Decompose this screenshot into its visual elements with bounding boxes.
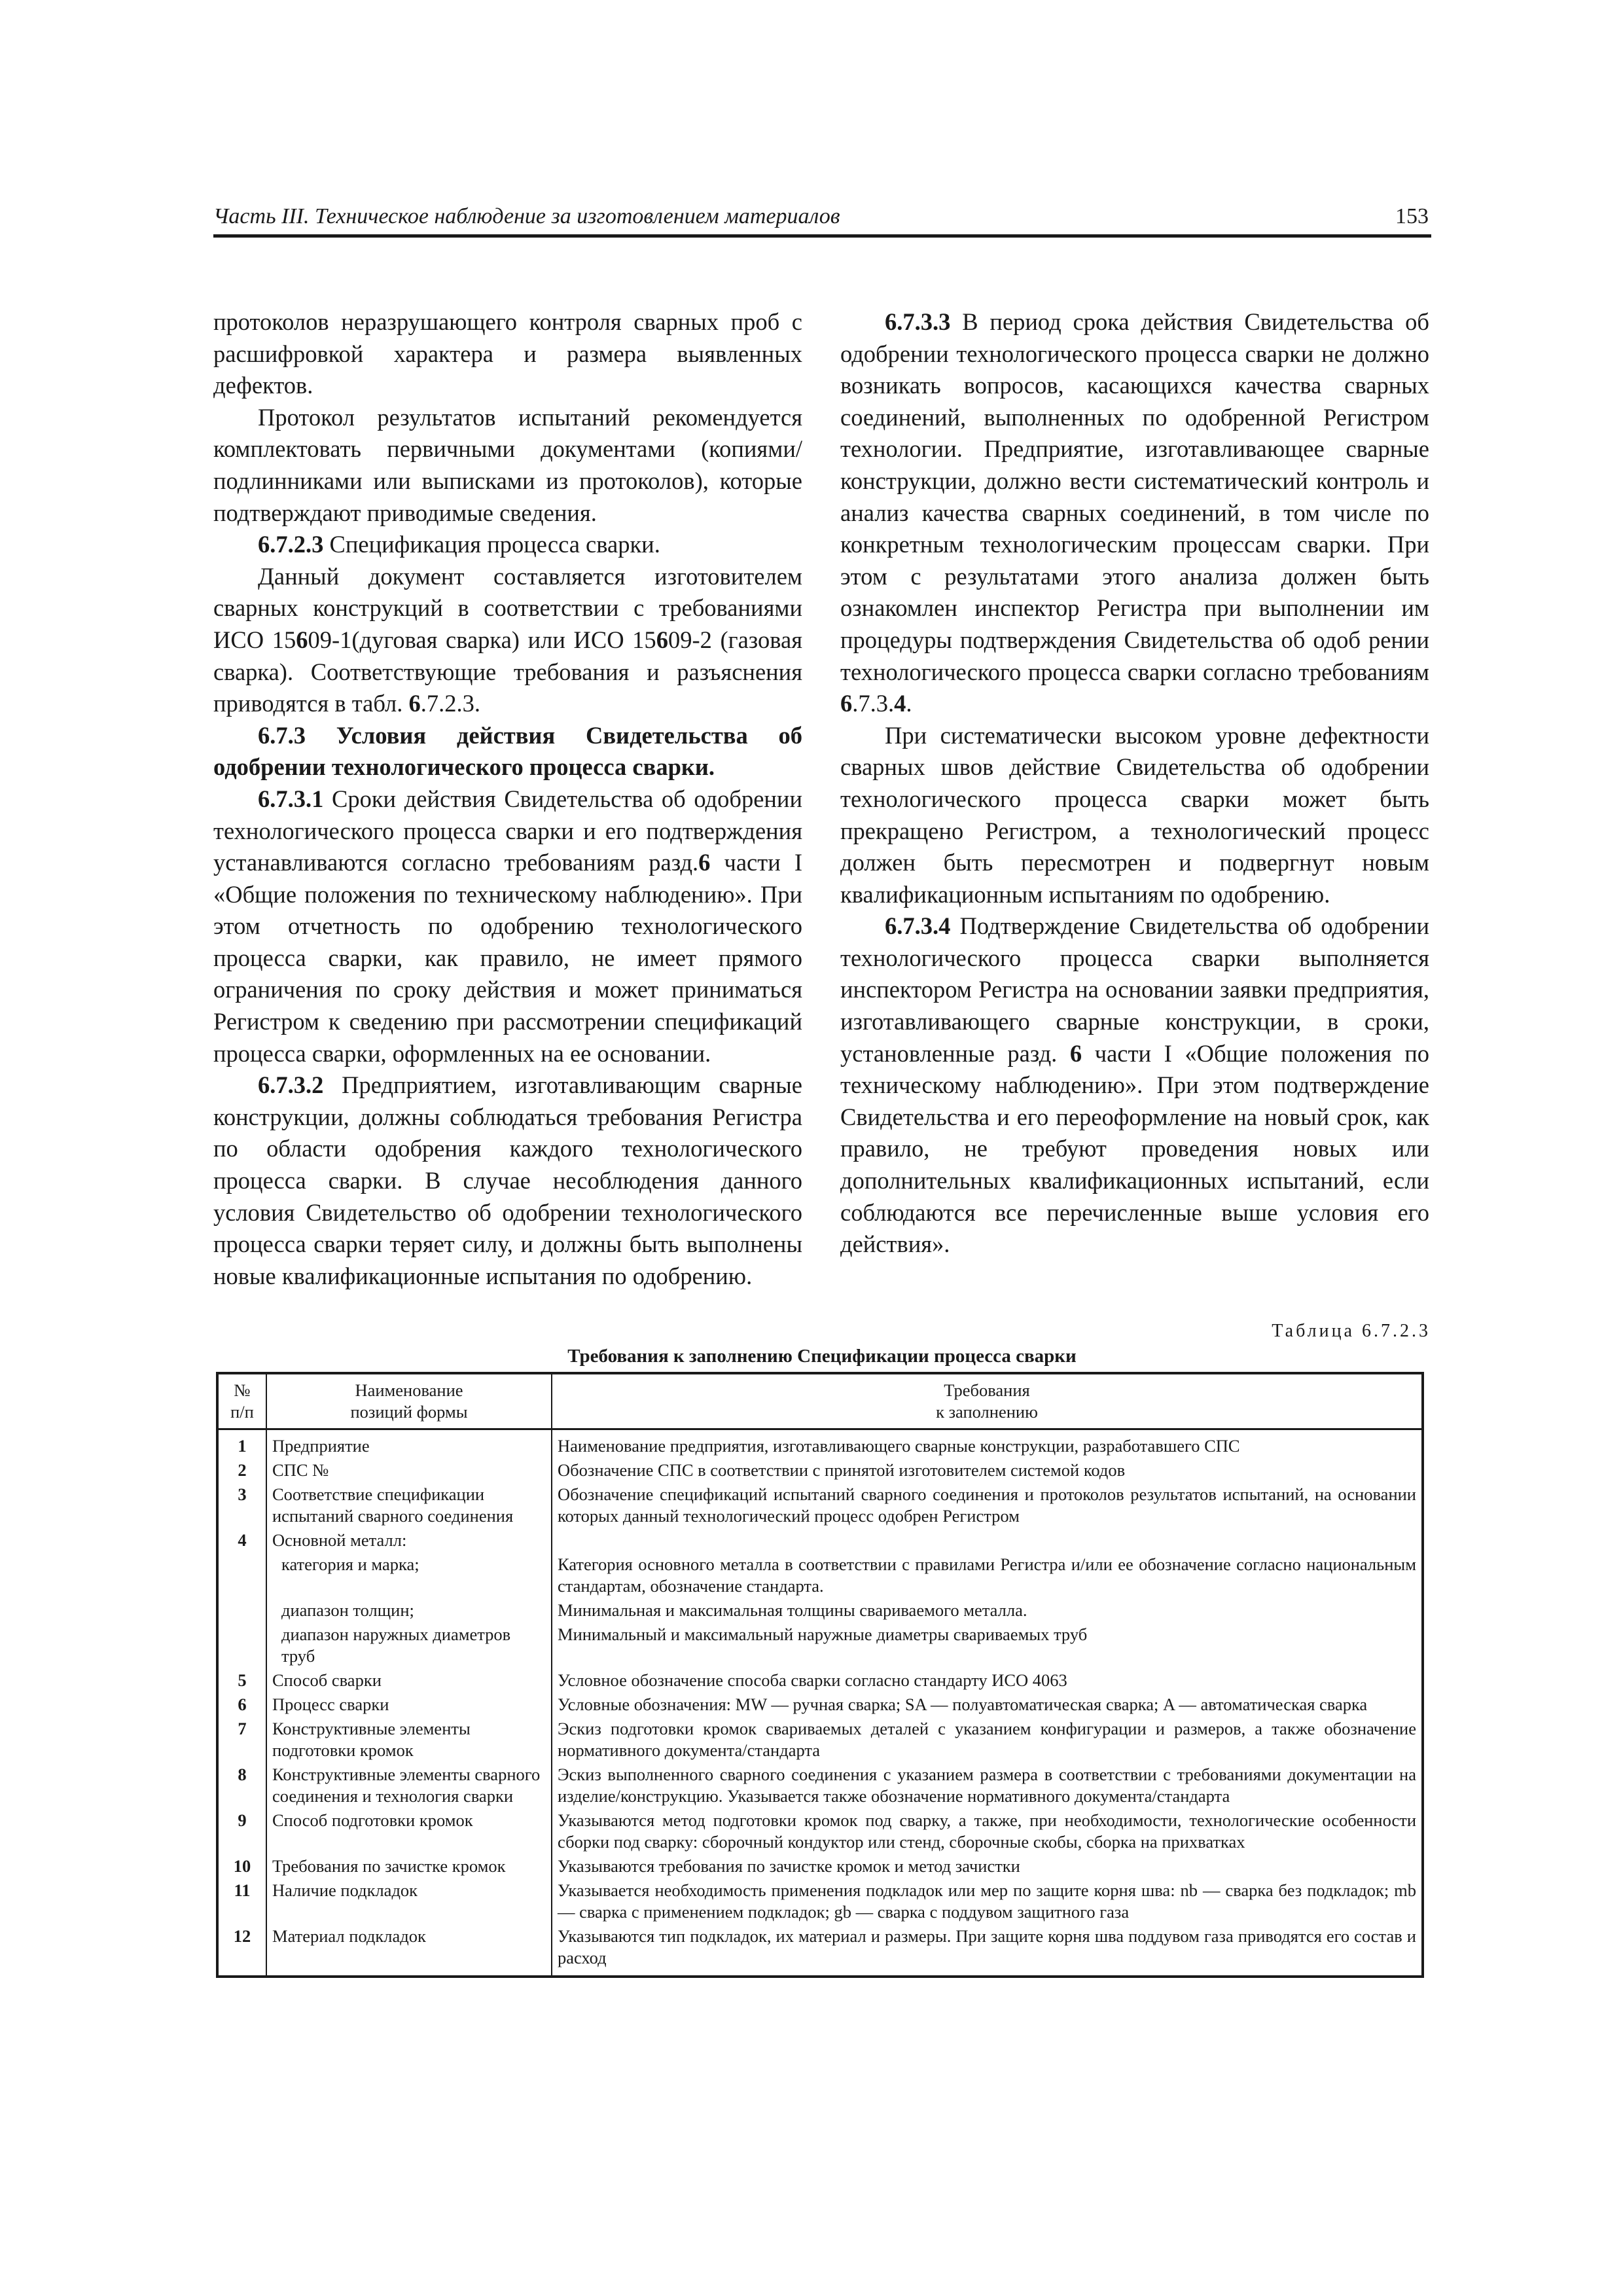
table-row <box>217 1668 1423 1693</box>
row-position: категория и марка; <box>266 1552 552 1598</box>
table-row <box>217 1924 1423 1977</box>
row-requirement: Минимальная и максимальная толщины свариваемого металла. <box>552 1598 1423 1623</box>
col-header-num <box>217 1373 266 1429</box>
table-row <box>217 1429 1423 1459</box>
table-row <box>217 1458 1423 1482</box>
row-requirement: Наименование предприятия, изготавливающего сварные конструкции, разработавшего СПС <box>552 1429 1423 1459</box>
header-title: Часть III. Техническое наблюдение за изготовлением материалов <box>213 204 840 228</box>
row-requirement <box>552 1528 1423 1552</box>
bold-digit: 4 <box>894 690 906 717</box>
row-number: 7 <box>217 1717 266 1763</box>
row-position: диапазон толщин; <box>266 1598 552 1623</box>
row-number <box>217 1552 266 1598</box>
paragraph-text: Предприятием, изготавливающим сварные конструкции, должны соблюдаться требования Регистра по области одобрения каждого технологического процесса сварки. В случае несоблюдения данного условия Свидетельство об одобрении технологического процесса сварки теряет силу, и должны быть выполнены новые квалификационные испытания по одобрению. <box>213 1071 802 1289</box>
row-position: Способ сварки <box>266 1668 552 1693</box>
row-requirement: Указываются требования по зачистке кромок и метод зачистки <box>552 1854 1423 1878</box>
page-number: 153 <box>1395 204 1429 228</box>
header-text: позиций формы <box>350 1402 468 1422</box>
table-row <box>217 1763 1423 1808</box>
paragraph-text: части I «Общие положения по техническому наблюдению». При этом подтверждение Свидетельства и его переоформление на новый срок, как правило, не требуют проведения новых или дополнительных квалификационных испытаний, если соблюдаются все перечисленные выше условия его действия». <box>840 1039 1429 1258</box>
table-row <box>217 1623 1423 1668</box>
paragraph-text: Подтверждение Свидетельства об одобрении технологического процесса сварки выполняется инспектором Регистра на основании заявки предприятия, изготавливающего сварные конструкции, в сроки, установленные разд. <box>840 912 1429 1067</box>
paragraph-text: Данный документ составляется изготовителем сварных конструкций в соответствии с требованиями ИСО 15 <box>213 562 802 653</box>
row-number: 6 <box>217 1693 266 1717</box>
table-row <box>217 1552 1423 1598</box>
paragraph-text: . <box>906 690 912 717</box>
col-header-position <box>266 1373 552 1429</box>
row-requirement: Минимальный и максимальный наружные диаметры свариваемых труб <box>552 1623 1423 1668</box>
row-number: 8 <box>217 1763 266 1808</box>
table-header-row <box>217 1373 1423 1429</box>
row-requirement: Обозначение спецификаций испытаний сварного соединения и протоколов результатов испытаний, на основании которых данный технологический процесс одобрен Регистром <box>552 1482 1423 1528</box>
header-text: п/п <box>230 1402 254 1422</box>
paragraph <box>213 529 802 561</box>
row-number: 11 <box>217 1878 266 1924</box>
paragraph-text: 09-2 (газовая сварка). Соответствующие требования и разъяснения приводятся в табл. <box>213 626 802 717</box>
paragraph-text: 09-1(дуговая сварка) или ИСО 15 <box>308 626 656 653</box>
bold-digit: 6 <box>296 626 308 653</box>
row-number: 5 <box>217 1668 266 1693</box>
row-requirement: Эскиз подготовки кромок свариваемых деталей с указанием конфигурации и размеров, а также обозначение нормативного документа/стандарта <box>552 1717 1423 1763</box>
row-number: 3 <box>217 1482 266 1528</box>
bold-digit: 6 <box>698 849 711 876</box>
table-row <box>217 1598 1423 1623</box>
clause-number: 6.7.3.1 <box>258 785 324 812</box>
table-row <box>217 1693 1423 1717</box>
row-position: Соответствие спецификации испытаний сварного соединения <box>266 1482 552 1528</box>
paragraph: При систематически высоком уровне дефектности сварных швов действие Свидетельства об одобрении технологического процесса сварки может быть прекращено Регистром, а технологический процесс должен быть пересмотрен и подвергнут новым квалификационным испытаниям по одобрению. <box>840 721 1429 908</box>
paragraph <box>213 1069 802 1292</box>
row-position: Процесс сварки <box>266 1693 552 1717</box>
row-number: 9 <box>217 1808 266 1854</box>
row-position: Предприятие <box>266 1429 552 1459</box>
paragraph <box>840 910 1429 1261</box>
paragraph: Протокол результатов испытаний рекомендуется комплектовать первичными документами (копиями/подлинниками или выписками из протоколов), которые подтверждают приводимые сведения. <box>213 403 802 526</box>
table-row <box>217 1482 1423 1528</box>
table-row <box>217 1808 1423 1854</box>
row-requirement: Указываются метод подготовки кромок под сварку, а также, при необходимости, технологические особенности сборки под сварку: сборочный кондуктор или стенд, сборочные скобы, сборка на прихватках <box>552 1808 1423 1854</box>
paragraph-text: части I «Общие положения по техническому наблюдению». При этом отчетность по одобрению технологического процесса сварки, как правило, не имеет прямого ограничения по сроку действия и может приниматься Регистром к сведению при рассмотрении спецификаций процесса сварки, оформленных на ее основании. <box>213 849 802 1067</box>
row-position: Конструктивные элементы сварного соединения и технология сварки <box>266 1763 552 1808</box>
paragraph: протоколов неразрушающего контроля сварных проб с расшифровкой характера и размера выявленных дефектов. <box>213 308 802 399</box>
clause-number: 6.7.3.3 <box>885 308 951 335</box>
paragraph-text: В период срока действия Свидетельства об одобрении технологического процесса сварки не должно возникать вопросов, касающихся качества сварных соединений, выполненных по одобренной Регистром технологии. Предприятие, изготавливающее сварные конструкции, должно вести систематический контроль и анализ качества сварных соединений, в том числе по конкретным технологическим процессам сварки. При этом с результатами этого анализа должен быть ознакомлен инспектор Регистра при выполнении им процедуры подтверждения Свидетельства об одоб рении технологического процесса сварки согласно требованиям <box>840 308 1429 685</box>
header-text: к заполнению <box>936 1402 1038 1422</box>
row-requirement: Условные обозначения: MW — ручная сварка; SA — полуавтоматическая сварка; A — автоматическая сварка <box>552 1693 1423 1717</box>
row-requirement: Указывается необходимость применения подкладок или мер по защите корня шва: nb — сварка без подкладок; mb — сварка с применением подкладок; gb — сварка с поддувом защитного газа <box>552 1878 1423 1924</box>
paragraph <box>213 783 802 1069</box>
row-number <box>217 1598 266 1623</box>
paragraph-text: .7.3. <box>852 690 895 717</box>
header-text: Наименование <box>355 1380 463 1400</box>
row-position: Конструктивные элементы подготовки кромок <box>266 1717 552 1763</box>
section-heading <box>213 720 802 783</box>
row-requirement: Условное обозначение способа сварки согласно стандарту ИСО 4063 <box>552 1668 1423 1693</box>
row-requirement: Указываются тип подкладок, их материал и размеры. При защите корня шва поддувом газа приводятся его состав и расход <box>552 1924 1423 1977</box>
row-number: 10 <box>217 1854 266 1878</box>
table-label: Таблица 6.7.2.3 <box>1272 1321 1431 1341</box>
table-row <box>217 1854 1423 1878</box>
row-position: диапазон наружных диаметров труб <box>266 1623 552 1668</box>
paragraph-text: .7.2.3. <box>420 690 480 717</box>
row-position: Требования по зачистке кромок <box>266 1854 552 1878</box>
col-header-requirements <box>552 1373 1423 1429</box>
row-number: 1 <box>217 1429 266 1459</box>
row-number: 12 <box>217 1924 266 1977</box>
paragraph <box>840 306 1429 720</box>
bold-digit: 6 <box>840 690 853 717</box>
table-row <box>217 1878 1423 1924</box>
row-number: 4 <box>217 1528 266 1552</box>
row-number: 2 <box>217 1458 266 1482</box>
row-number <box>217 1623 266 1668</box>
row-position: Способ подготовки кромок <box>266 1808 552 1854</box>
paragraph <box>213 561 802 720</box>
row-position: Наличие подкладок <box>266 1878 552 1924</box>
clause-number: 6.7.3.4 <box>885 912 951 940</box>
row-requirement: Обозначение СПС в соответствии с принятой изготовителем системой кодов <box>552 1458 1423 1482</box>
header-text: № <box>234 1380 251 1400</box>
clause-number: 6.7.3.2 <box>258 1071 324 1099</box>
paragraph-text: Спецификация процесса сварки. <box>323 531 660 558</box>
running-header <box>213 195 1431 238</box>
row-position: Основной металл: <box>266 1528 552 1552</box>
right-column <box>840 306 1429 1261</box>
table-row <box>217 1717 1423 1763</box>
header-text: Требования <box>944 1380 1030 1400</box>
row-requirement: Категория основного металла в соответствии с правилами Регистра и/или ее обозначение согласно национальным стандартам, обозначение стандарта. <box>552 1552 1423 1598</box>
section-heading-text: 6.7.3 Условия действия Свидетельства об одобрении технологического процесса сварки. <box>213 721 802 781</box>
row-position: СПС № <box>266 1458 552 1482</box>
row-position: Материал подкладок <box>266 1924 552 1977</box>
left-column <box>213 306 802 1292</box>
welding-spec-table <box>216 1372 1424 1978</box>
bold-digit: 6 <box>656 626 668 653</box>
table-row <box>217 1528 1423 1552</box>
paragraph-text: Сроки действия Свидетельства об одобрении технологического процесса сварки и его подтверждения устанавливаются согласно требованиям разд. <box>213 785 802 876</box>
row-requirement: Эскиз выполненного сварного соединения с указанием размера в соответствии с требованиями документации на изделие/конструкцию. Указывается также обозначение нормативного документа/стандарта <box>552 1763 1423 1808</box>
clause-number: 6.7.2.3 <box>258 531 324 558</box>
bold-digit: 6 <box>1069 1039 1082 1067</box>
bold-digit: 6 <box>408 690 421 717</box>
table-title: Требования к заполнению Спецификации процесса сварки <box>567 1346 1077 1367</box>
